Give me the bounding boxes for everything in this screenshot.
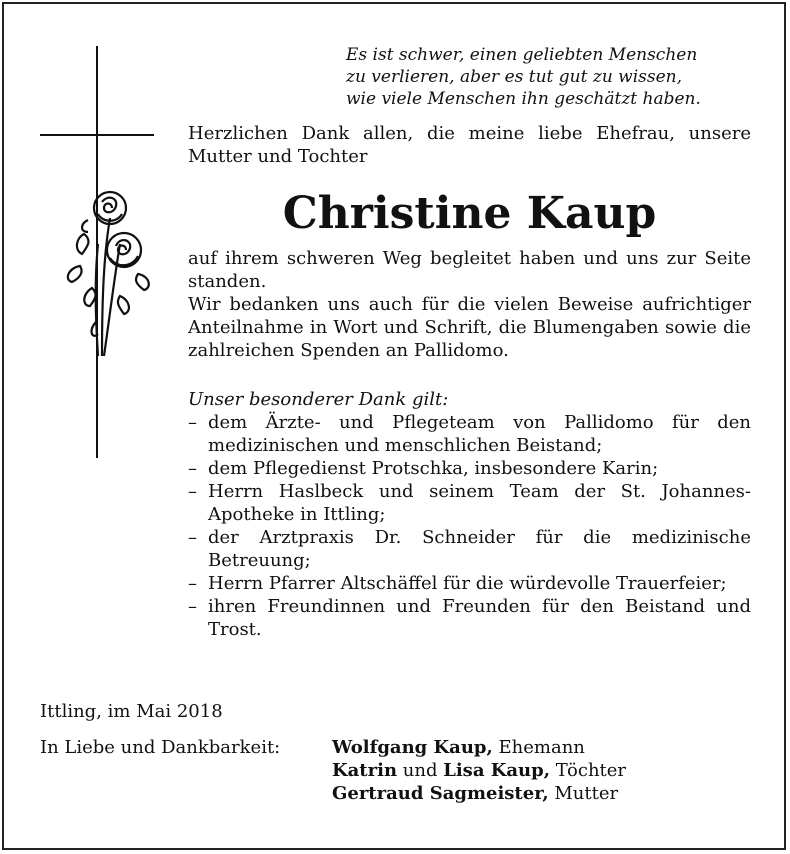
list-item (188, 411, 751, 457)
signer (332, 736, 585, 759)
list-item-text: dem Ärzte- und Pflegeteam von Pallidomo für den medizinischen und menschlichen Beistand; (208, 412, 751, 456)
thanks-list (188, 411, 751, 641)
paragraph: auf ihrem schweren Weg begleitet haben und uns zur Seite standen. (188, 248, 751, 292)
memorial-quote (346, 44, 750, 110)
signature-row (40, 736, 760, 759)
dash-icon: – (188, 458, 197, 479)
list-item-text: dem Pflegedienst Protschka, insbesondere Karin; (208, 458, 659, 479)
dash-icon: – (188, 481, 197, 502)
list-item-text: Herrn Pfarrer Altschäffel für die würdevolle Trauerfeier; (208, 573, 727, 594)
list-item-text: ihren Freundinnen und Freunden für den Beistand und Trost. (208, 596, 751, 640)
list-item (188, 572, 751, 595)
quote-line: wie viele Menschen ihn geschätzt haben. (346, 89, 701, 109)
signature-row (40, 782, 760, 805)
special-thanks (188, 388, 751, 641)
place-date: Ittling, im Mai 2018 (40, 701, 223, 722)
dash-icon: – (188, 527, 197, 548)
signer (332, 759, 626, 782)
paragraph: Wir bedanken uns auch für die vielen Beweise aufrichtiger Anteilnahme in Wort und Schrift, die Blumengaben sowie die zahlreichen Spenden an Pallidomo. (188, 294, 751, 361)
signature-row (40, 759, 760, 782)
dash-icon: – (188, 412, 197, 433)
list-item-text: der Arztpraxis Dr. Schneider für die medizinische Betreuung; (208, 527, 751, 571)
quote-line: zu verlieren, aber es tut gut zu wissen, (346, 67, 683, 87)
signer-role: Ehemann (492, 737, 585, 758)
signature-label: In Liebe und Dankbarkeit: (40, 737, 281, 758)
list-item (188, 457, 751, 480)
signer-role: Töchter (550, 760, 627, 781)
cross-icon-bar (40, 134, 154, 136)
roses-icon (58, 184, 154, 360)
list-item (188, 480, 751, 526)
signer-connector: und (397, 760, 444, 781)
list-item (188, 595, 751, 641)
signer-name: Wolfgang Kaup, (332, 737, 493, 758)
dash-icon: – (188, 573, 197, 594)
intro-text: Herzlichen Dank allen, die meine liebe Ehefrau, unsere Mutter und Tochter (188, 123, 751, 167)
signer-name: Gertraud Sagmeister, (332, 783, 549, 804)
thanks-heading: Unser besonderer Dank gilt: (188, 389, 449, 410)
deceased-name: Christine Kaup (282, 188, 657, 239)
quote-line: Es ist schwer, einen geliebten Menschen (346, 45, 698, 65)
signer-role: Mutter (548, 783, 619, 804)
signer-name: Katrin (332, 760, 398, 781)
signer-name: Lisa Kaup, (443, 760, 550, 781)
dash-icon: – (188, 596, 197, 617)
body-text (188, 247, 751, 362)
signer (332, 782, 618, 805)
list-item-text: Herrn Haslbeck und seinem Team der St. Johannes-Apotheke in Ittling; (208, 481, 751, 525)
list-item (188, 526, 751, 572)
signature-block (40, 736, 760, 805)
